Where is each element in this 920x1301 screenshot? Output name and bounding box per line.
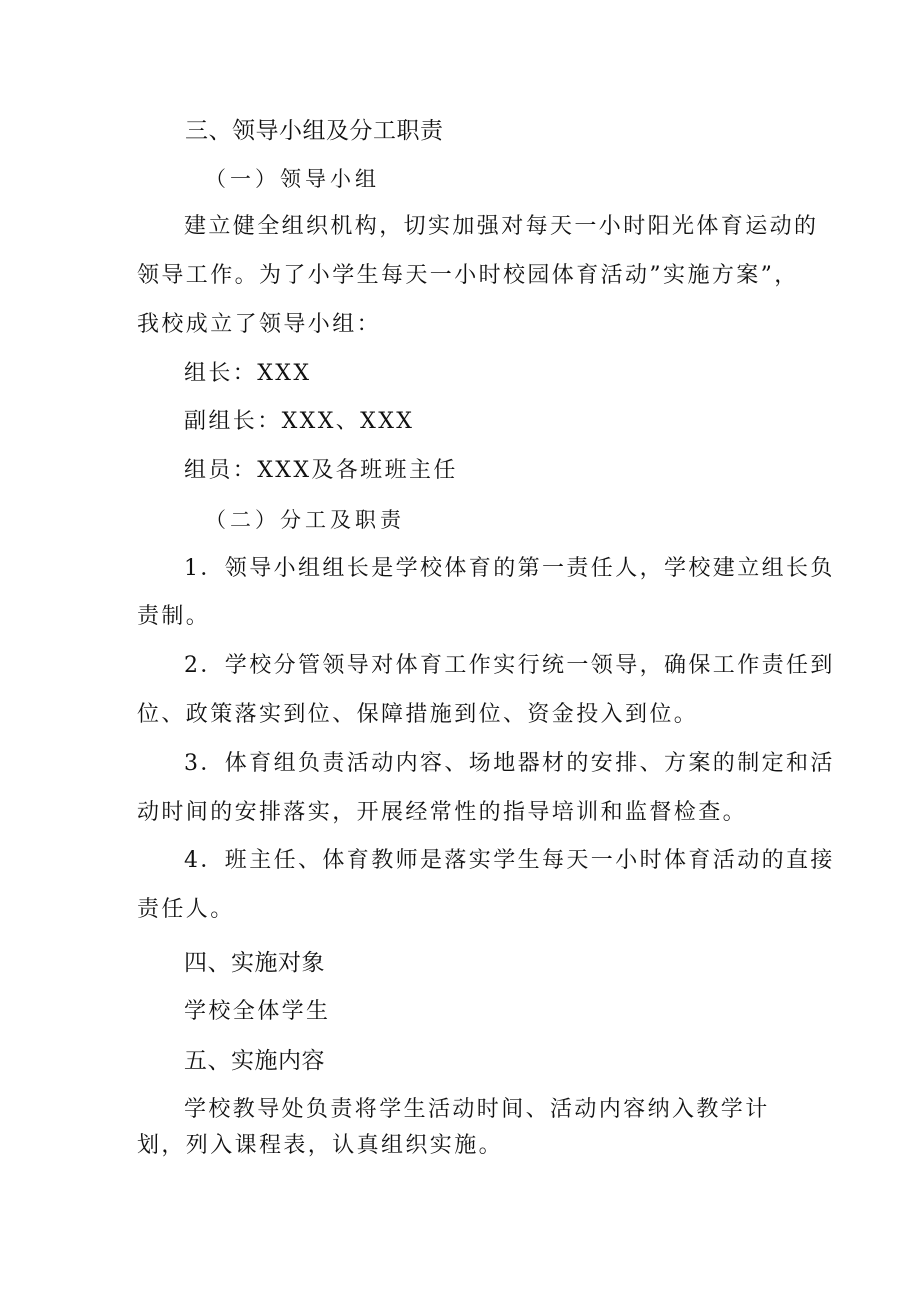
item-3-line-2: 动时间的安排落实，开展经常性的指导培训和监督检查。 bbox=[137, 800, 748, 825]
members-line: 组员：XXX及各班班主任 bbox=[184, 458, 458, 483]
section-5-line-2: 划，列入课程表，认真组织实施。 bbox=[137, 1133, 504, 1158]
subsection-1-heading: （一）领导小组 bbox=[205, 167, 380, 191]
paragraph-1-line-3: 我校成立了领导小组： bbox=[137, 312, 382, 337]
item-1-line-1: 1．领导小组组长是学校体育的第一责任人，学校建立组长负 bbox=[184, 556, 835, 581]
subsection-2-heading: （二）分工及职责 bbox=[205, 508, 405, 532]
section-4-heading: 四、实施对象 bbox=[184, 950, 325, 976]
section-5-heading: 五、实施内容 bbox=[184, 1048, 325, 1074]
item-2-line-1: 2．学校分管领导对体育工作实行统一领导，确保工作责任到 bbox=[184, 653, 835, 678]
section-3-heading: 三、领导小组及分工职责 bbox=[185, 118, 444, 144]
paragraph-1-line-2: 领导工作。为了小学生每天一小时校园体育活动”实施方案”， bbox=[137, 263, 799, 288]
item-1-line-2: 责制。 bbox=[137, 604, 211, 629]
paragraph-1-line-1: 建立健全组织机构，切实加强对每天一小时阳光体育运动的 bbox=[184, 214, 819, 239]
item-2-line-2: 位、政策落实到位、保障措施到位、资金投入到位。 bbox=[137, 702, 699, 727]
item-4-line-1: 4．班主任、体育教师是落实学生每天一小时体育活动的直接 bbox=[184, 848, 835, 873]
leader-line: 组长：XXX bbox=[184, 361, 312, 386]
item-4-line-2: 责任人。 bbox=[137, 897, 235, 922]
item-3-line-1: 3．体育组负责活动内容、场地器材的安排、方案的制定和活 bbox=[184, 751, 835, 776]
section-5-line-1: 学校教导处负责将学生活动时间、活动内容纳入教学计 bbox=[184, 1097, 770, 1122]
section-4-text: 学校全体学生 bbox=[184, 999, 331, 1024]
vice-leader-line: 副组长：XXX、XXX bbox=[184, 409, 415, 434]
